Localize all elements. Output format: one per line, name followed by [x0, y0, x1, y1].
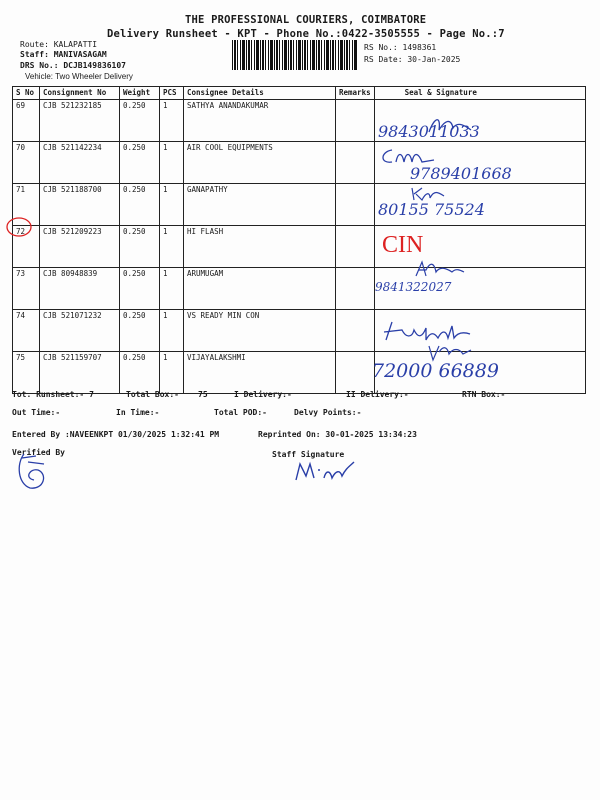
- cell-sno: 70: [13, 142, 40, 184]
- col-sno: S No: [13, 87, 40, 100]
- cell-remarks: [336, 142, 375, 184]
- cell-consignee: HI FLASH: [184, 226, 336, 268]
- route-label: Route: KALAPATTI: [20, 40, 98, 49]
- cell-sno: 73: [13, 268, 40, 310]
- cell-pcs: 1: [160, 226, 184, 268]
- handwritten-mark-72: CIN: [382, 232, 424, 258]
- runsheet-subtitle: Delivery Runsheet - KPT - Phone No.:0422-3505555 - Page No.:7: [107, 28, 505, 40]
- red-circle-mark: [4, 215, 34, 239]
- cell-sno: 74: [13, 310, 40, 352]
- total-runsheet: Tot. Runsheet:- 7: [12, 390, 94, 399]
- staff-label: Staff: MANIVASAGAM: [20, 50, 107, 59]
- signature-69: [425, 112, 475, 140]
- table-row: [13, 100, 586, 142]
- verifier-signature: [14, 450, 54, 494]
- cell-sno: 71: [13, 184, 40, 226]
- handwritten-phone-69: 9843011033: [378, 122, 480, 141]
- rs-number: RS No.: 1498361: [364, 43, 437, 52]
- table-row: [13, 184, 586, 226]
- cell-pcs: 1: [160, 184, 184, 226]
- cell-weight: 0.250: [120, 310, 160, 352]
- ii-delivery-label: II Delivery:-: [346, 390, 409, 399]
- cell-remarks: [336, 100, 375, 142]
- cell-remarks: [336, 352, 375, 394]
- cell-weight: 0.250: [120, 268, 160, 310]
- cell-consignment: CJB 521159707: [40, 352, 120, 394]
- table-header-row: [13, 87, 586, 100]
- total-pod-label: Total POD:-: [214, 408, 267, 417]
- handwritten-phone-70: 9789401668: [410, 164, 512, 183]
- cell-remarks: [336, 226, 375, 268]
- total-box-value: 75: [198, 390, 208, 399]
- cell-pcs: 1: [160, 268, 184, 310]
- cell-consignment: CJB 521232185: [40, 100, 120, 142]
- vehicle-label: Vehicle: Two Wheeler Delivery: [25, 72, 133, 81]
- cell-sno: 69: [13, 100, 40, 142]
- col-consignment: Consignment No: [40, 87, 120, 100]
- cell-remarks: [336, 268, 375, 310]
- cell-consignee: VIJAYALAKSHMI: [184, 352, 336, 394]
- col-pcs: PCS: [160, 87, 184, 100]
- cell-consignment: CJB 521209223: [40, 226, 120, 268]
- col-signature: Seal & Signature: [374, 87, 585, 100]
- cell-weight: 0.250: [120, 100, 160, 142]
- cell-pcs: 1: [160, 352, 184, 394]
- entered-by: Entered By :NAVEENKPT 01/30/2025 1:32:41 PM: [12, 430, 220, 439]
- cell-weight: 0.250: [120, 142, 160, 184]
- col-consignee: Consignee Details: [184, 87, 336, 100]
- cell-remarks: [336, 184, 375, 226]
- out-time-label: Out Time:-: [12, 408, 61, 417]
- barcode: [232, 40, 358, 70]
- signature-73: [412, 258, 468, 280]
- cell-sno: 72: [13, 226, 40, 268]
- total-box-label: Total Box:-: [126, 390, 179, 399]
- cell-pcs: 1: [160, 100, 184, 142]
- verified-by-label: Verified By: [12, 448, 65, 457]
- handwritten-phone-75: 72000 66889: [372, 360, 499, 382]
- rtn-box-label: RTN Box:-: [462, 390, 506, 399]
- table-row: [13, 310, 586, 352]
- col-weight: Weight: [120, 87, 160, 100]
- handwritten-phone-73: 9841322027: [375, 280, 452, 294]
- delvy-points-label: Delvy Points:-: [294, 408, 362, 417]
- cell-consignee: ARUMUGAM: [184, 268, 336, 310]
- cell-consignee: SATHYA ANANDAKUMAR: [184, 100, 336, 142]
- rs-date: RS Date: 30-Jan-2025: [364, 55, 461, 64]
- reprinted-on: Reprinted On: 30-01-2025 13:34:23: [258, 430, 417, 439]
- i-delivery-label: I Delivery:-: [234, 390, 292, 399]
- table-row: [13, 226, 586, 268]
- cell-pcs: 1: [160, 142, 184, 184]
- cell-consignment: CJB 521071232: [40, 310, 120, 352]
- cell-consignee: AIR COOL EQUIPMENTS: [184, 142, 336, 184]
- drs-number: DRS No.: DCJB149836107: [20, 61, 126, 70]
- staff-signature-label: Staff Signature: [272, 450, 345, 459]
- col-remarks: Remarks: [336, 87, 375, 100]
- cell-pcs: 1: [160, 310, 184, 352]
- cell-sno: 75: [13, 352, 40, 394]
- handwritten-phone-71: 80155 75524: [378, 200, 485, 219]
- cell-consignment: CJB 521188700: [40, 184, 120, 226]
- table-row: [13, 268, 586, 310]
- cell-consignment: CJB 521142234: [40, 142, 120, 184]
- cell-weight: 0.250: [120, 184, 160, 226]
- runsheet-table: [12, 86, 586, 394]
- company-name: THE PROFESSIONAL COURIERS, COIMBATORE: [185, 14, 427, 26]
- table-row: [13, 352, 586, 394]
- cell-consignment: CJB 80948839: [40, 268, 120, 310]
- staff-signature: [292, 458, 358, 486]
- cell-weight: 0.250: [120, 226, 160, 268]
- cell-weight: 0.250: [120, 352, 160, 394]
- cell-consignee: GANAPATHY: [184, 184, 336, 226]
- in-time-label: In Time:-: [116, 408, 160, 417]
- cell-remarks: [336, 310, 375, 352]
- cell-consignee: VS READY MIN CON: [184, 310, 336, 352]
